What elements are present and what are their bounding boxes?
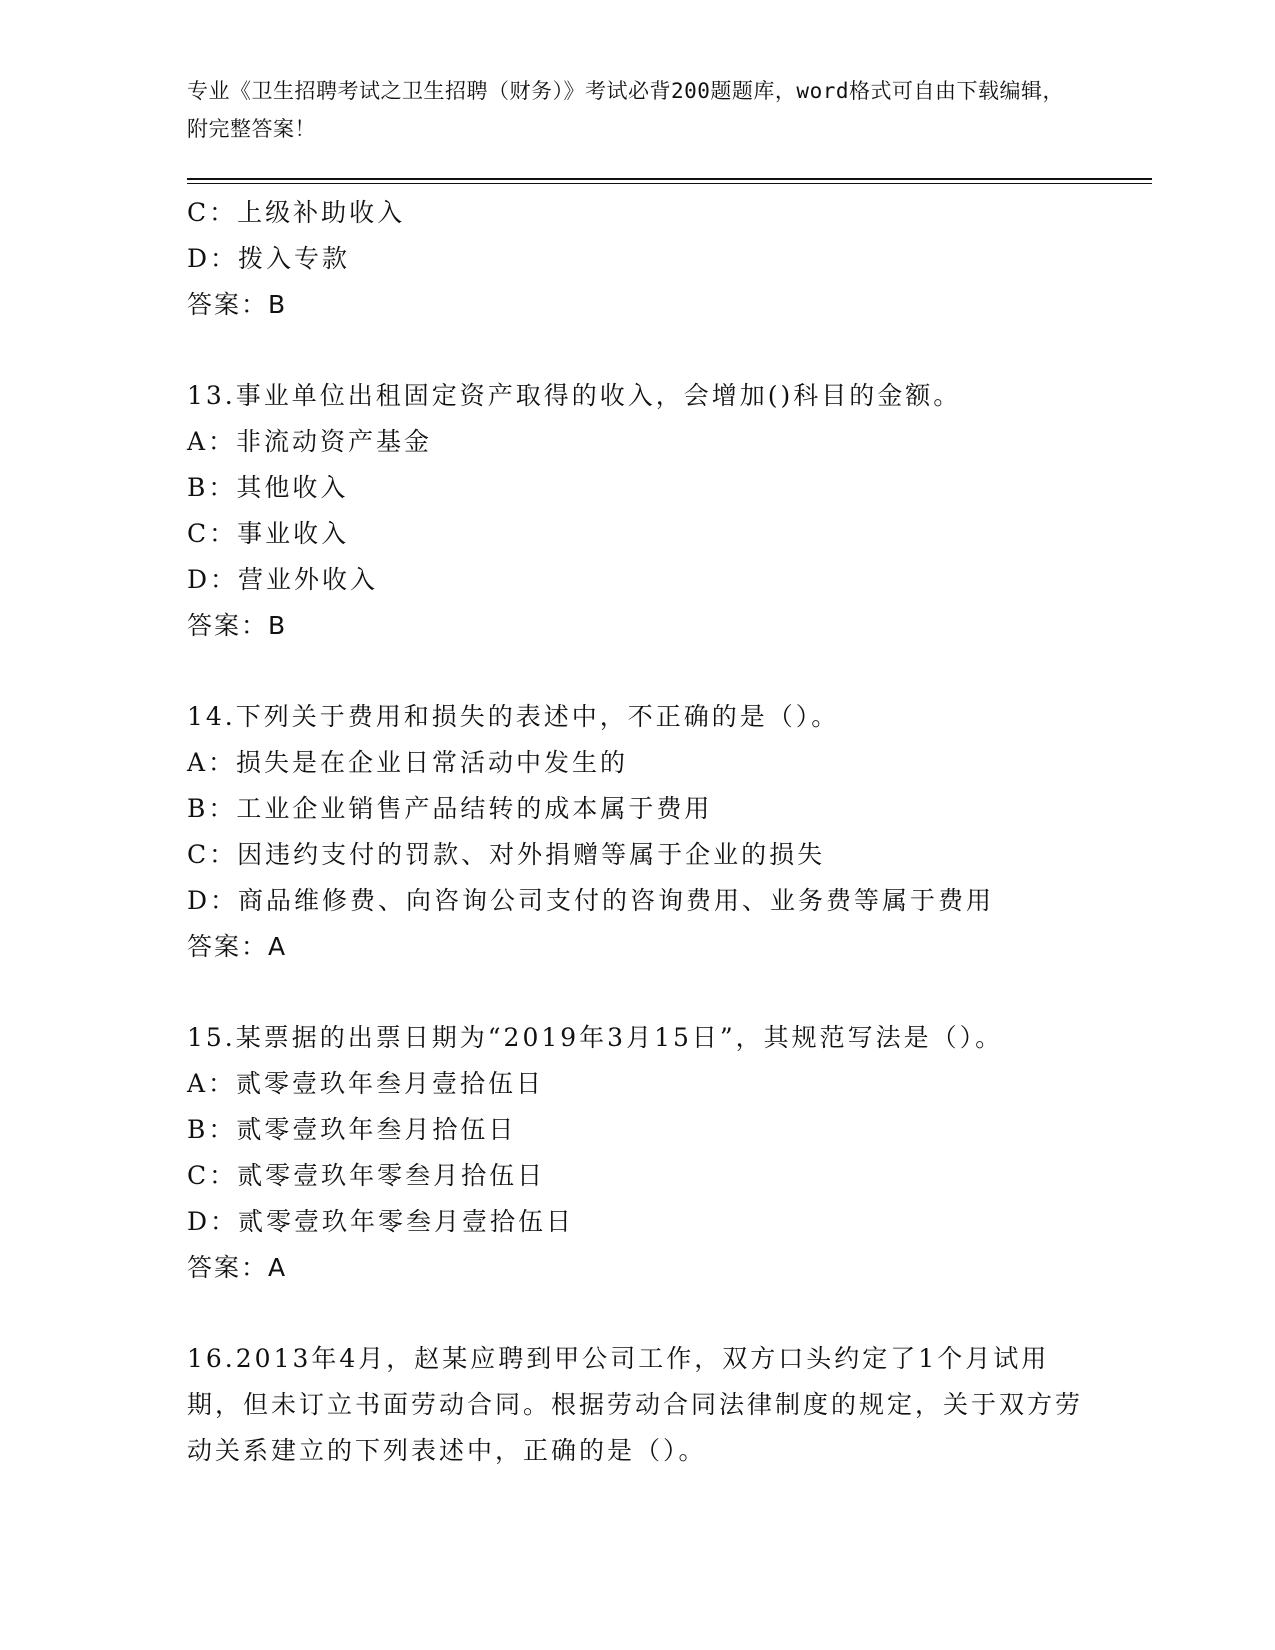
question-content [187,190,1087,1474]
question-12-tail [187,190,1087,328]
question-13 [187,373,1087,649]
question-stem: 14.下列关于费用和损失的表述中，不正确的是（）。 [187,702,840,731]
question-15 [187,1015,1087,1291]
option-d: D：商品维修费、向咨询公司支付的咨询费用、业务费等属于费用 [187,886,995,915]
option-a: A：损失是在企业日常活动中发生的 [187,748,629,777]
option-b: B：贰零壹玖年叁月拾伍日 [187,1115,517,1144]
header-divider-thin [187,183,1152,184]
option-d: D：营业外收入 [187,565,379,594]
question-14 [187,694,1087,970]
answer-line: 答案：A [187,1253,288,1282]
answer-line: 答案：A [187,932,288,961]
answer-line: 答案：B [187,290,288,319]
option-c: C：事业收入 [187,519,350,548]
answer-line: 答案：B [187,611,288,640]
header-divider-thick [187,178,1152,180]
option-c: C：因违约支付的罚款、对外捐赠等属于企业的损失 [187,840,826,869]
option-c: C：上级补助收入 [187,198,406,227]
option-c: C：贰零壹玖年零叁月拾伍日 [187,1161,546,1190]
option-d: D：贰零壹玖年零叁月壹拾伍日 [187,1207,575,1236]
question-16 [187,1336,1087,1474]
option-b: B：工业企业销售产品结转的成本属于费用 [187,794,713,823]
question-stem: 16.2013年4月，赵某应聘到甲公司工作，双方口头约定了1个月试用期，但未订立书面劳动合同。根据劳动合同法律制度的规定，关于双方劳动关系建立的下列表述中，正确的是（）。 [187,1344,1084,1465]
question-stem: 13.事业单位出租固定资产取得的收入，会增加()科目的金额。 [187,381,962,410]
question-stem: 15.某票据的出票日期为“2019年3月15日”，其规范写法是（）。 [187,1023,1004,1052]
option-a: A：贰零壹玖年叁月壹拾伍日 [187,1069,545,1098]
document-header: 专业《卫生招聘考试之卫生招聘（财务）》考试必背200题题库，word格式可自由下载编辑，附完整答案！ [187,79,1064,141]
option-b: B：其他收入 [187,473,349,502]
option-d: D：拨入专款 [187,244,351,273]
option-a: A：非流动资产基金 [187,427,433,456]
